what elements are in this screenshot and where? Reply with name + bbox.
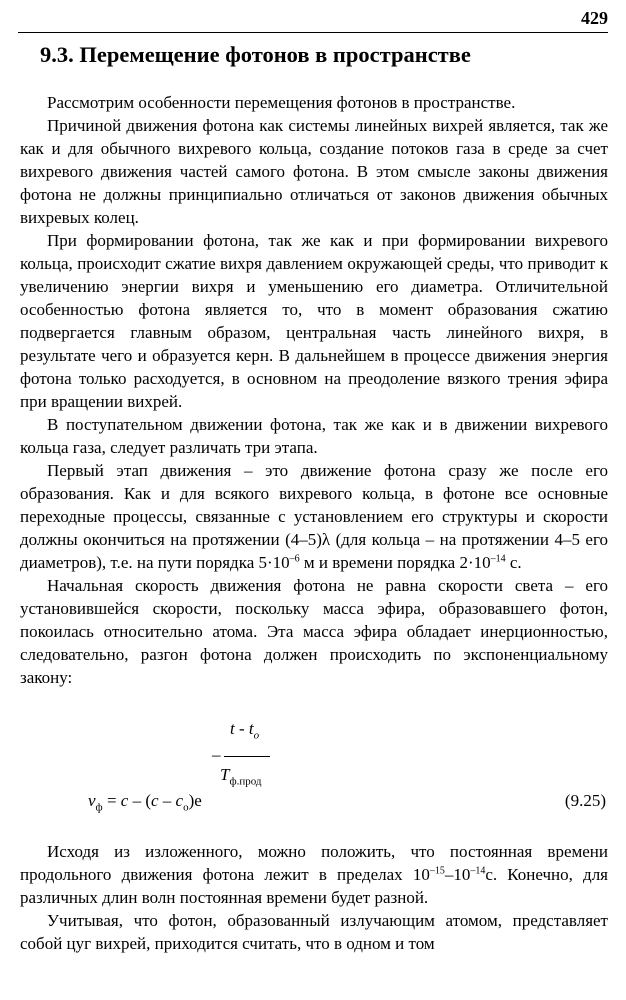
paragraph: Исходя из изложенного, можно положить, что постоянная времени продольного движения фотона лежит в пределах $10^{-15}-10^{-14}с$. Конечно, для различных длин волн постоянная времени будет разной.	[20, 842, 608, 907]
paragraph: При формировании фотона, так же как и при формировании вихревого кольца, происходит сжатие вихря давлением окружающей среды, что приводит к увеличению энергии вихря и уменьшению его диаметра. Отличительной особенностью фотона является то, что в момент образования сжатию подвергается главным образом, центральная часть линейного вихря, в результате чего и образуется керн. В дальнейшем в процессе движения энергия фотона только расходуется, в основном на преодоление вязкого трения эфира при вращении вихрей.	[20, 231, 608, 411]
paragraph: В поступательном движении фотона, так же как и в движении вихревого кольца газа, следует различать три этапа.	[20, 415, 608, 457]
paragraph: Причиной движения фотона как системы линейных вихрей является, так же как и для обычного вихревого кольца, создание потоков газа в среде за счет вихревого движения частей самого фотона. В этом смысле законы движения фотона не должны принципиально отличаться от законов движения обычных вихревых колец.	[20, 116, 608, 227]
exponent-minus: –	[212, 745, 221, 764]
paragraph: Учитывая, что фотон, образованный излучающим атомом, представляет собой цуг вихрей, приходится считать, что в одном и том	[20, 911, 608, 953]
page-number: 429	[581, 8, 608, 28]
body-text-bottom	[20, 840, 608, 955]
section-heading: 9.3. Перемещение фотонов в пространстве	[40, 42, 471, 67]
body-text-top	[20, 91, 608, 689]
header-rule	[18, 32, 608, 33]
paragraph: Начальная скорость движения фотона не равна скорости света – его установившейся скорости, поскольку масса эфира, образовавшего фотон, покоилась относительно атома. Эта масса эфира обладает инерционностью, следовательно, разгон фотона должен происходить по экспоненциальному закону:	[20, 576, 608, 687]
equation-main: $v_ф = c - (c - c_o)e$	[88, 791, 202, 814]
equation-number: (9.25)	[564, 791, 606, 810]
exponent-numerator: t - $t_o$	[230, 719, 260, 742]
fraction-bar	[224, 756, 270, 757]
exponent-denominator: $T_{ф.прод}$	[220, 765, 262, 788]
equation-9-25	[20, 719, 608, 819]
paragraph: Рассмотрим особенности перемещения фотонов в пространстве.	[47, 93, 516, 112]
paragraph: Первый этап движения – это движение фотона сразу же после его образования. Как и для всякого вихревого кольца, в фотоне все основные переходные процессы, связанные с установлением его структуры и скорости должны окончиться на протяжении (4–5)λ (для кольца – на протяжении 4–5 его диаметров), т.е. на пути порядка $5\cdot 10^{-6}$ м и времени порядка $2\cdot 10^{-14}$ с.	[20, 461, 608, 572]
